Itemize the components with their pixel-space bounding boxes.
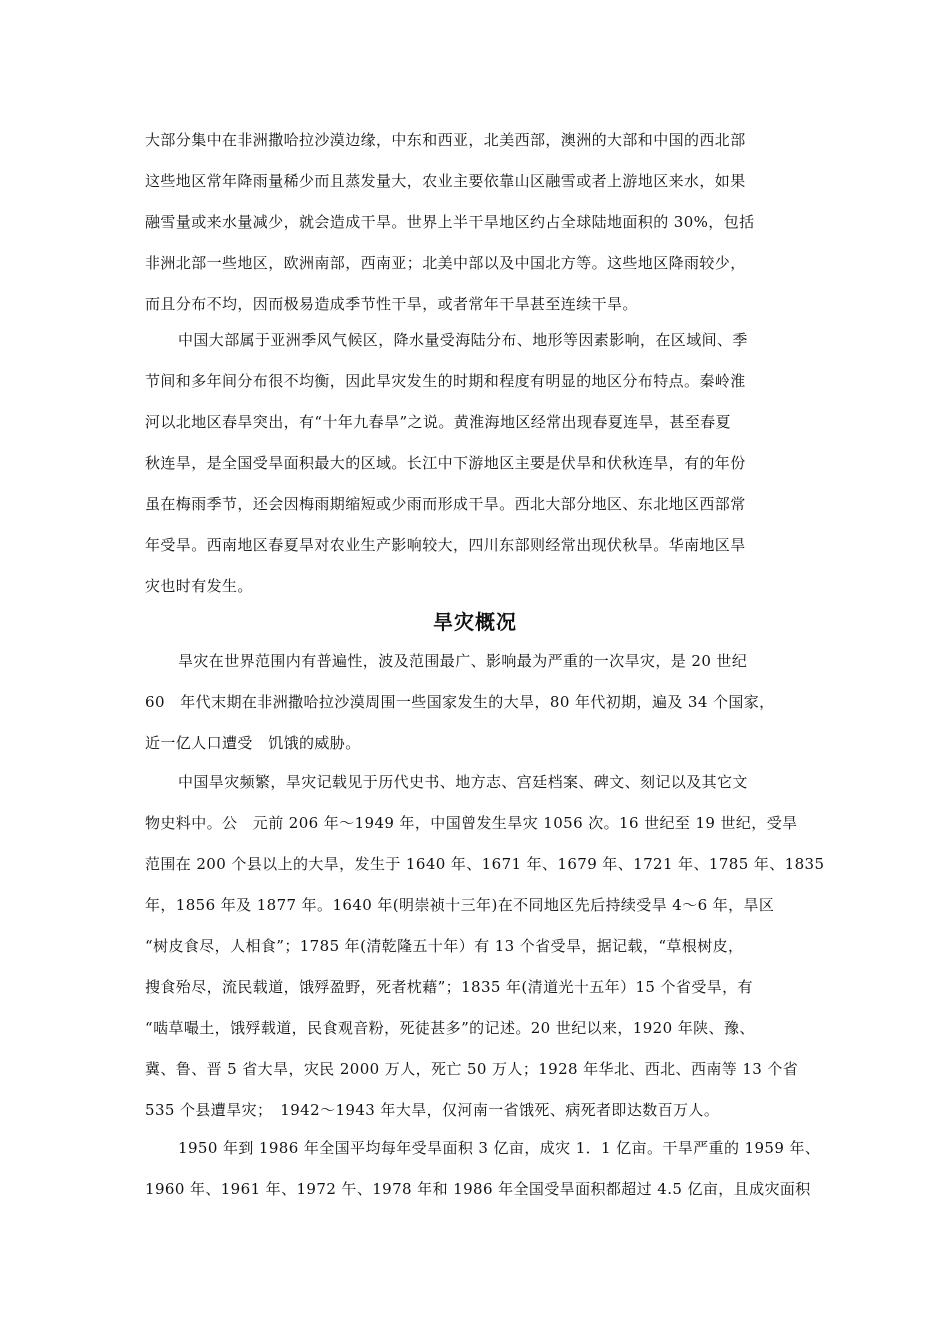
paragraph-line: 1960 年、1961 年、1972 午、1978 年和 1986 年全国受旱面积都超过 4.5 亿亩，且成灾面积 [145, 1180, 811, 1198]
paragraph-line: 灾也时有发生。 [145, 577, 253, 595]
paragraph-line: 旱灾在世界范围内有普遍性，波及范围最广、影响最为严重的一次旱灾，是 20 世纪 [178, 652, 748, 670]
paragraph-line: 年，1856 年及 1877 年。1640 年(明崇祯十三年)在不同地区先后持续受旱 4～6 年，旱区 [145, 896, 775, 914]
paragraph-line: 535 个县遭旱灾； 1942～1943 年大旱，仅河南一省饿死、病死者即达数百万人。 [145, 1101, 720, 1119]
paragraph-line: 而且分布不均，因而极易造成季节性干旱，或者常年干旱甚至连续干旱。 [145, 295, 638, 313]
paragraph-line: 河以北地区春旱突出，有“十年九春旱”之说。黄淮海地区经常出现春夏连旱，甚至春夏 [145, 413, 731, 431]
paragraph-line: 60 年代末期在非洲撒哈拉沙漠周围一些国家发生的大旱，80 年代初期，遍及 34 个国家， [145, 693, 775, 711]
paragraph-line: 冀、鲁、晋 5 省大旱，灾民 2000 万人，死亡 50 万人；1928 年华北、西北、西南等 13 个省 [145, 1060, 799, 1078]
paragraph-line: 范围在 200 个县以上的大旱，发生于 1640 年、1671 年、1679 年、1721 年、1785 年、1835 [145, 855, 825, 873]
paragraph-line: 这些地区常年降雨量稀少而且蒸发量大，农业主要依靠山区融雪或者上游地区来水，如果 [145, 172, 746, 190]
paragraph-line: 1950 年到 1986 年全国平均每年受旱面积 3 亿亩，成灾 1．1 亿亩。干旱严重的 1959 年、 [178, 1139, 821, 1157]
paragraph-line: 中国旱灾频繁，旱灾记载见于历代史书、地方志、宫廷档案、碑文、刻记以及其它文 [178, 773, 748, 791]
paragraph-line: 秋连旱，是全国受旱面积最大的区域。长江中下游地区主要是伏旱和伏秋连旱，有的年份 [145, 454, 746, 472]
paragraph-line: 中国大部属于亚洲季风气候区，降水量受海陆分布、地形等因素影响，在区域间、季 [178, 331, 748, 349]
paragraph-line: 节间和多年间分布很不均衡，因此旱灾发生的时期和程度有明显的地区分布特点。秦岭淮 [145, 372, 746, 390]
paragraph-line: 虽在梅雨季节，还会因梅雨期缩短或少雨而形成干旱。西北大部分地区、东北地区西部常 [145, 495, 746, 513]
paragraph-line: 大部分集中在非洲撒哈拉沙漠边缘，中东和西亚，北美西部，澳洲的大部和中国的西北部 [145, 131, 746, 149]
paragraph-line: 年受旱。西南地区春夏旱对农业生产影响较大，四川东部则经常出现伏秋旱。华南地区旱 [145, 536, 746, 554]
paragraph-line: “啮草嘬土，饿殍载道，民食观音粉，死徒甚多”的记述。20 世纪以来，1920 年陕、豫、 [145, 1019, 755, 1037]
paragraph-line: 融雪量或来水量减少，就会造成干旱。世界上半干旱地区约占全球陆地面积的 30%，包括 [145, 213, 755, 231]
paragraph-line: 近一亿人口遭受 饥饿的威胁。 [145, 734, 361, 752]
paragraph-line: “树皮食尽，人相食”；1785 年(清乾隆五十年）有 13 个省受旱，据记载，“草根树皮， [145, 937, 744, 955]
paragraph-line: 物史料中。公 元前 206 年～1949 年，中国曾发生旱灾 1056 次。16 世纪至 19 世纪，受旱 [145, 814, 798, 832]
section-heading: 旱灾概况 [433, 610, 517, 634]
paragraph-line: 搜食殆尽，流民载道，饿殍盈野，死者枕藉”；1835 年(清道光十五年）15 个省受旱，有 [145, 978, 753, 996]
paragraph-line: 非洲北部一些地区，欧洲南部，西南亚；北美中部以及中国北方等。这些地区降雨较少， [145, 254, 746, 272]
